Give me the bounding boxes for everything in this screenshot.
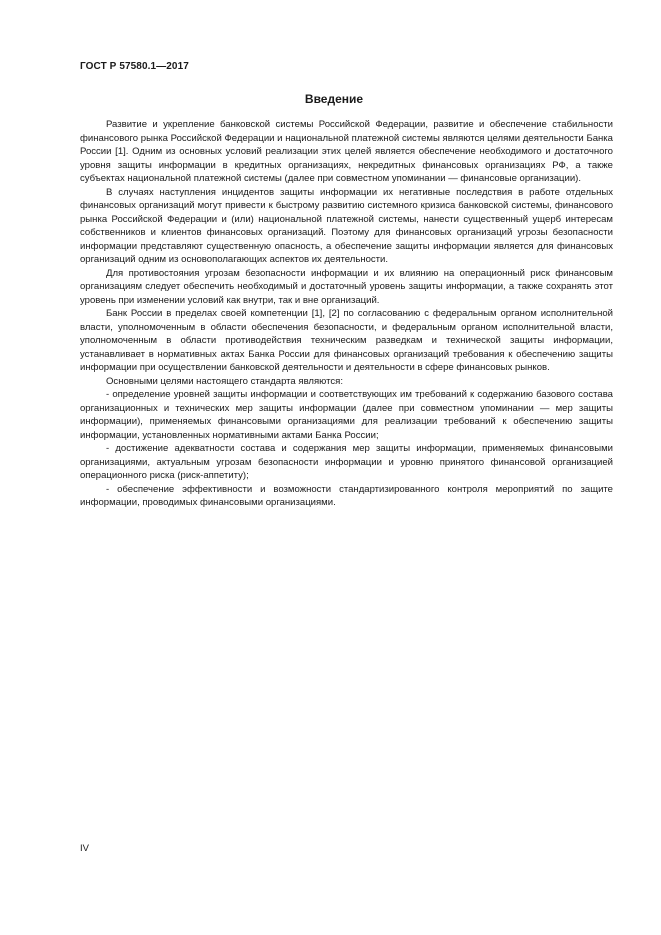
- paragraph-3: Для противостояния угрозам безопасности информации и их влиянию на операционный риск финансовым организациям следует обеспечить необходимый и достаточный уровень защиты информации, а также сохранять этот уровень при изменении условий как внутри, так и вне организаций.: [80, 267, 613, 306]
- paragraph-2: В случаях наступления инцидентов защиты информации их негативные последствия в работе отдельных финансовых организаций могут привести к быстрому развитию системного кризиса банковской системы, финансового рынка Российской Федерации и (или) национальной платежной системы, нанести существенный ущерб интересам собственников и клиентов финансовых организаций. Поэтому для финансовых организаций угрозы безопасности информации представляют существенную опасность, а обеспечение защиты информации является для финансовых организаций одним из основополагающих аспектов их деятельности.: [80, 186, 613, 265]
- section-title: Введение: [304, 92, 364, 106]
- goal-list-item-2: - достижение адекватности состава и содержания мер защиты информации, применяемых финансовыми организациями, актуальным угрозам безопасности информации и уровню принятого финансовой организацией операционного риска (риск-аппетиту);: [80, 443, 613, 481]
- paragraph-goals-intro: Основными целями настоящего стандарта являются:: [106, 375, 343, 387]
- paragraph-4: Банк России в пределах своей компетенции [1], [2] по согласованию с федеральным органом исполнительной власти, уполномоченным в области обеспечения безопасности, и федеральным органом исполнительной власти, уполномоченным в области противодействия техническим разведкам и технической защиты информации, устанавливает в нормативных актах Банка России для финансовых организаций требования к обеспечению защиты информации при осуществлении банковской деятельности и деятельности в сфере финансовых рынков.: [80, 308, 613, 373]
- goal-list-item-3: - обеспечение эффективности и возможности стандартизированного контроля мероприятий по защите информации, проводимых финансовыми организациями.: [80, 483, 613, 508]
- paragraph-1: Развитие и укрепление банковской системы Российской Федерации, развитие и обеспечение стабильности финансового рынка Российской Федерации и национальной платежной системы являются целями деятельности Банка России [1]. Одним из основных условий реализации этих целей является обеспечение необходимого и достаточного уровня защиты информации в кредитных организациях, некредитных финансовых организациях РФ, а также субъектах национальной платежной системы (далее при совместном упоминании — финансовые организации).: [80, 119, 613, 184]
- introduction-body: [80, 118, 613, 510]
- page-number: IV: [80, 843, 89, 854]
- goal-list-item-1: - определение уровней защиты информации и соответствующих им требований к содержанию базового состава организационных и технических мер защиты информации (далее при совместном упоминании — мер защиты информации), применяемых финансовыми организациями для реализации требований к обеспечению защиты информации, установленных нормативными актами Банка России;: [80, 389, 613, 441]
- page-header-standard-code: ГОСТ Р 57580.1—2017: [80, 61, 189, 72]
